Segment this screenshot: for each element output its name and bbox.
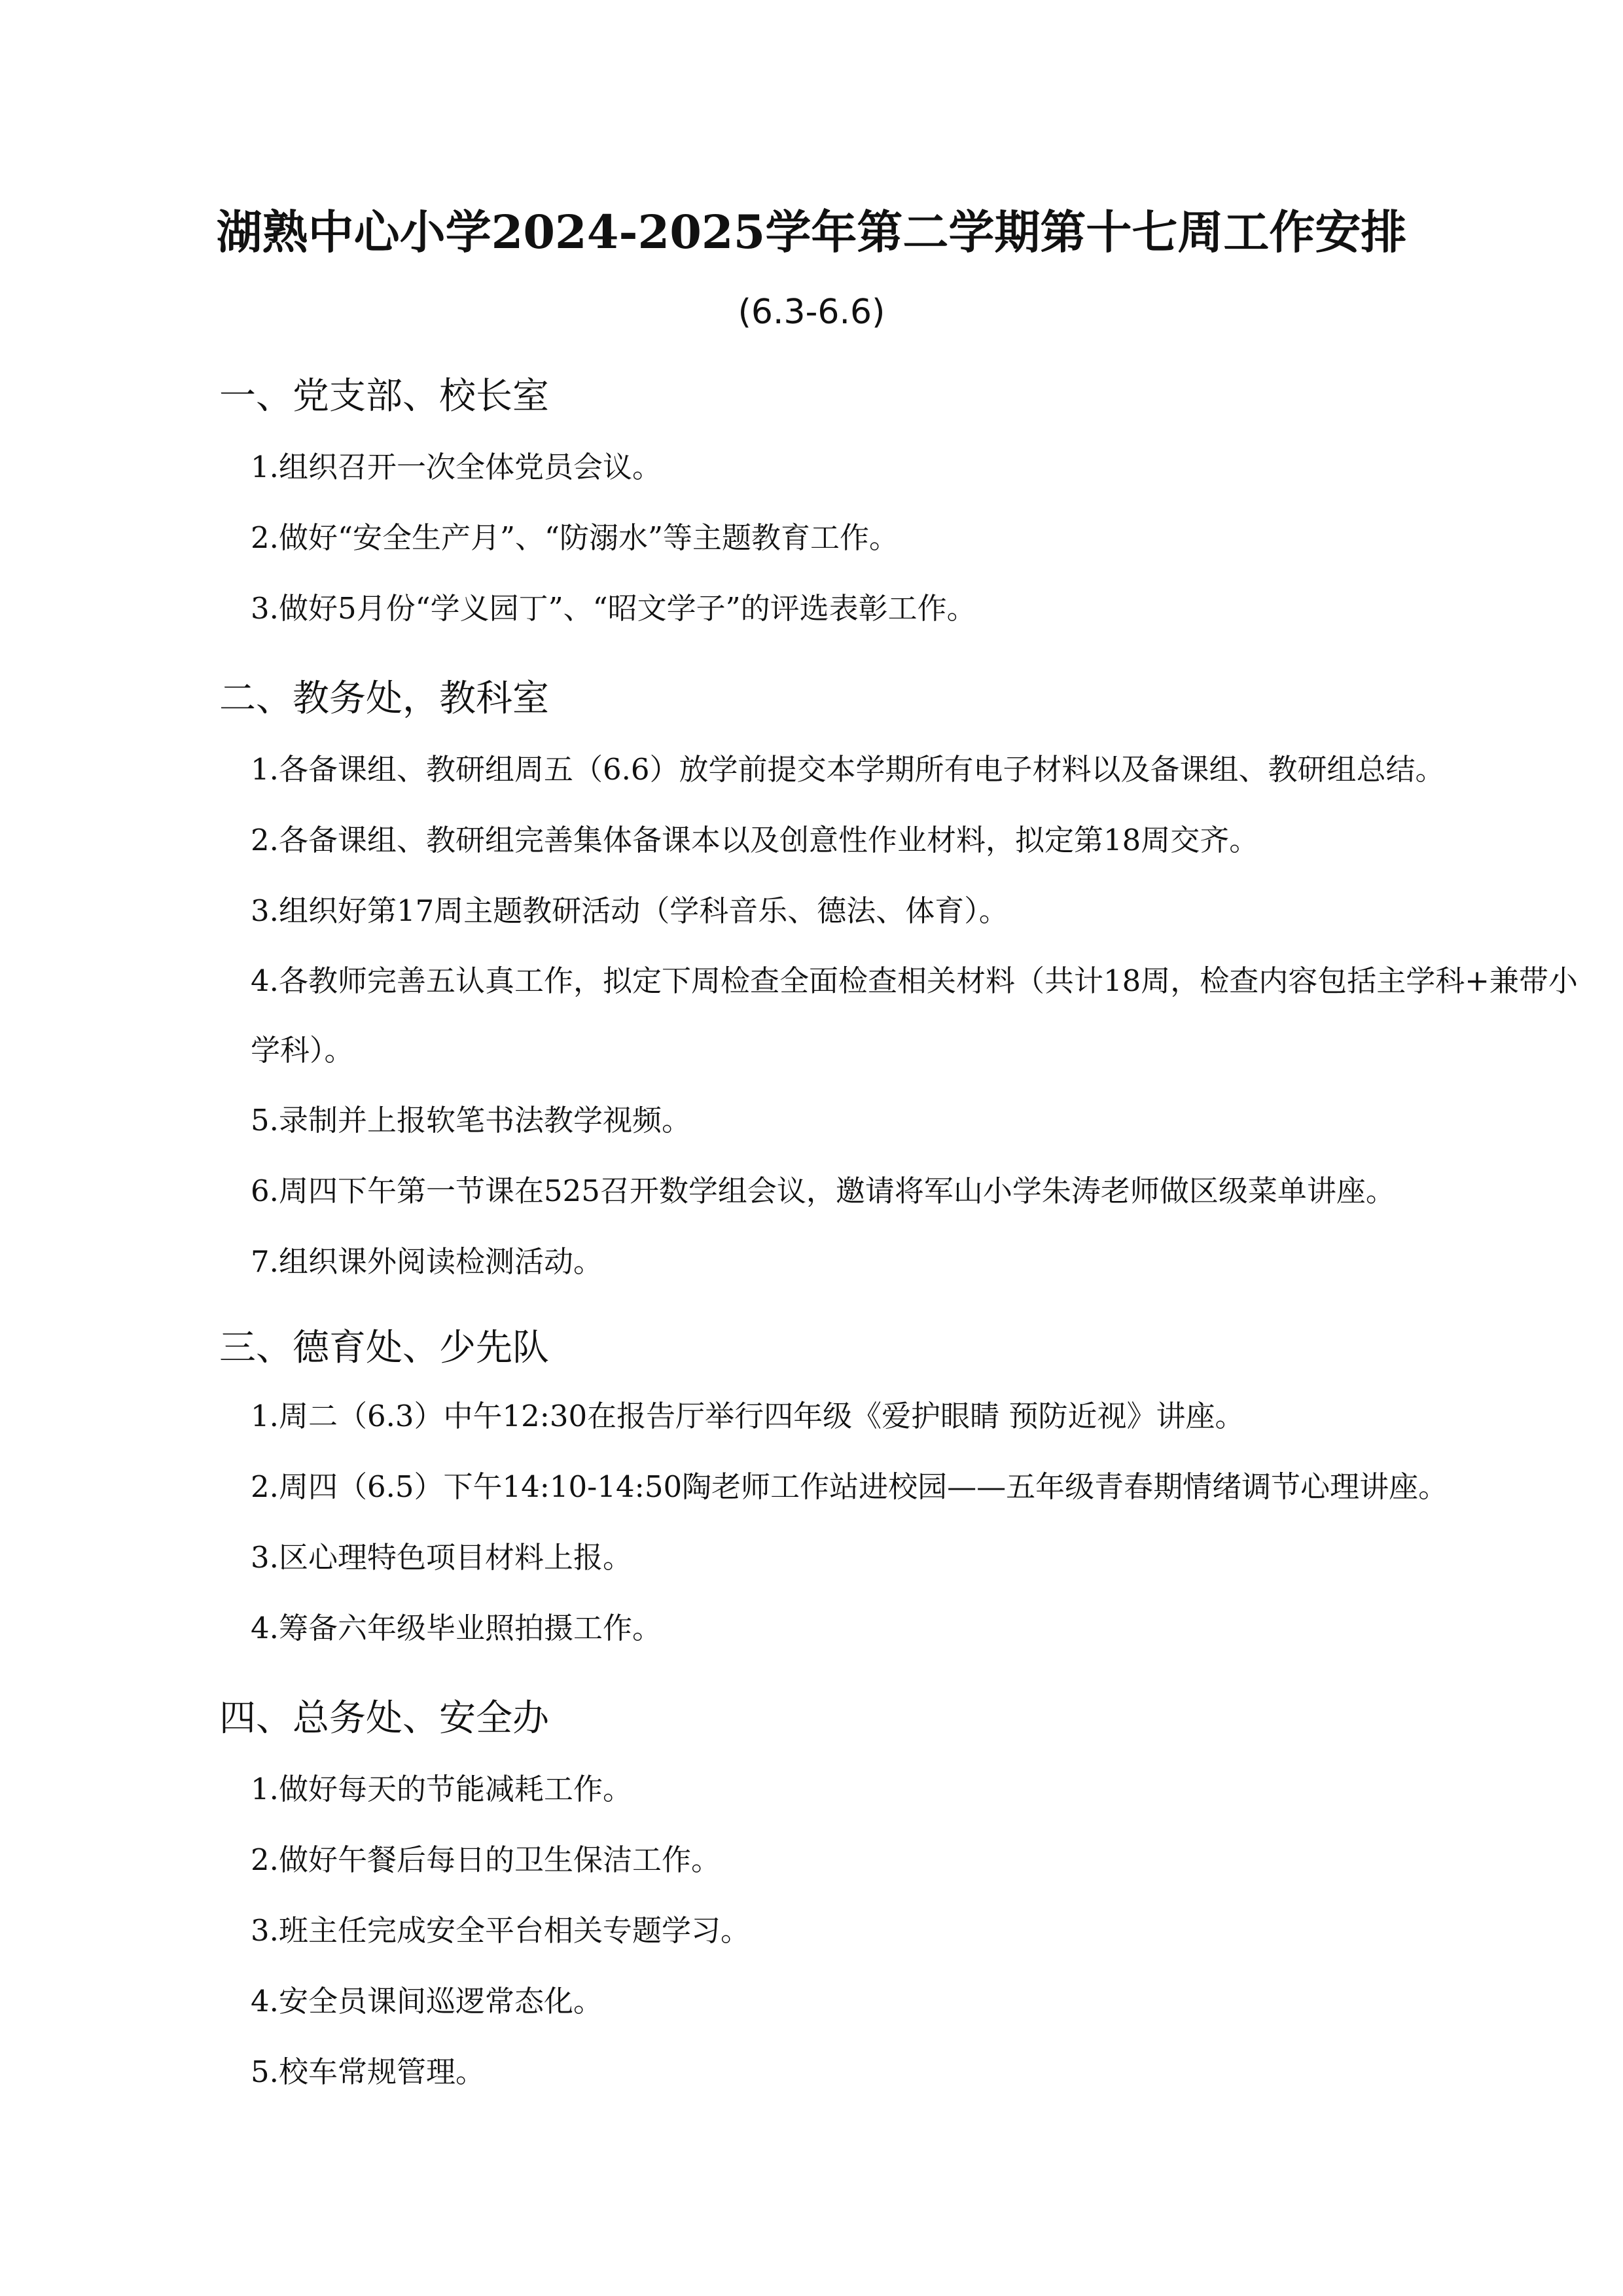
list-item: 2.做好午餐后每日的卫生保洁工作。	[251, 1842, 721, 1877]
item-list	[219, 432, 1589, 644]
item-list	[219, 1754, 1589, 2108]
list-item: 7.组织课外阅读检测活动。	[251, 1244, 603, 1279]
section-general-safety	[219, 1693, 1589, 2108]
section-academic-affairs	[219, 673, 1589, 1297]
list-item: 5.校车常规管理。	[251, 2054, 485, 2089]
section-heading: 二、教务处，教科室	[219, 677, 549, 720]
list-item: 4.各教师完善五认真工作，拟定下周检查全面检查相关材料（共计18周，检查内容包括主学科+兼带小学科）。	[251, 963, 1578, 1067]
list-item: 3.班主任完成安全平台相关专题学习。	[251, 1913, 750, 1948]
section-heading: 一、党支部、校长室	[219, 375, 549, 418]
list-item: 1.组织召开一次全体党员会议。	[251, 450, 662, 484]
list-item: 1.做好每天的节能减耗工作。	[251, 1772, 632, 1806]
section-party-principal	[219, 370, 1589, 644]
list-item: 2.周四（6.5）下午14:10-14:50陶老师工作站进校园——五年级青春期情绪调节心理讲座。	[251, 1469, 1448, 1504]
list-item: 5.录制并上报软笔书法教学视频。	[251, 1103, 691, 1138]
section-moral-education	[219, 1322, 1589, 1664]
list-item: 6.周四下午第一节课在525召开数学组会议，邀请将军山小学朱涛老师做区级菜单讲座。	[251, 1174, 1395, 1208]
list-item: 2.做好“安全生产月”、“防溺水”等主题教育工作。	[251, 520, 899, 555]
section-heading: 四、总务处、安全办	[219, 1697, 549, 1740]
document-title: 湖熟中心小学2024-2025学年第二学期第十七周工作安排	[216, 205, 1407, 259]
list-item: 1.各备课组、教研组周五（6.6）放学前提交本学期所有电子材料以及备课组、教研组总结。	[251, 752, 1445, 787]
list-item: 3.组织好第17周主题教研活动（学科音乐、德法、体育）。	[251, 893, 1008, 928]
list-item: 1.周二（6.3）中午12:30在报告厅举行四年级《爱护眼睛 预防近视》讲座。	[251, 1399, 1245, 1433]
list-item: 3.做好5月份“学义园丁”、“昭文学子”的评选表彰工作。	[251, 591, 976, 626]
section-heading: 三、德育处、少先队	[219, 1327, 549, 1369]
document-date-range: (6.3-6.6)	[738, 293, 885, 332]
list-item: 4.安全员课间巡逻常态化。	[251, 1984, 603, 2018]
list-item: 3.区心理特色项目材料上报。	[251, 1540, 632, 1575]
item-list	[219, 1381, 1589, 1664]
list-item: 4.筹备六年级毕业照拍摄工作。	[251, 1611, 662, 1645]
list-item: 2.各备课组、教研组完善集体备课本以及创意性作业材料，拟定第18周交齐。	[251, 823, 1259, 857]
item-list	[219, 734, 1589, 1297]
